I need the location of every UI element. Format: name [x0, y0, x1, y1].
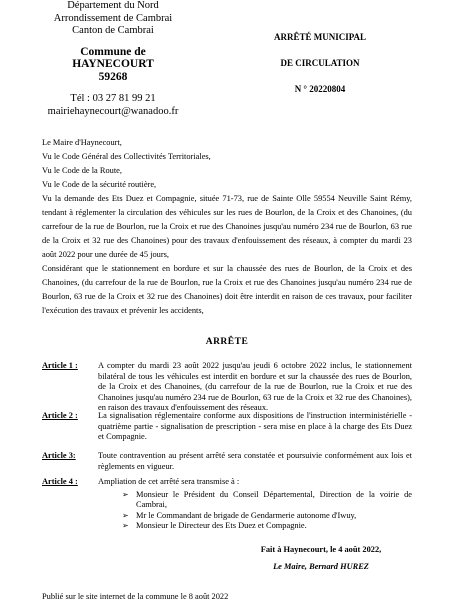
doc-subject: DE CIRCULATION [280, 58, 360, 68]
mayor-line: Le Maire d'Haynecourt, [42, 138, 122, 147]
article-3-label: Article 3: [42, 451, 76, 460]
commune-label: Commune de [80, 45, 146, 58]
recipient-item: ➢ Mr le Commandant de brigade de Gendarmerie autonome d'Iwuy, [122, 510, 357, 520]
article-1-text: A compter du mardi 23 août 2022 jusqu'au jeudi 6 octobre 2022 inclus, le stationnement bilatéral de tous les véhicules est interdit en bordure et sur la chaussée des rues de Bourlon, de la Croix et des Chanoines, (du carrefour de la rue de Bourlon, rue la Croix et rue des Chanoines jusqu'au numéro 234 rue de Bourlon, 63 rue de la Croix et 32 rue des Chanoines), en raison des travaux d'enfouissement des réseaux. [98, 361, 412, 413]
vu-code-route: Vu le Code de la Route, [42, 166, 122, 175]
arrondissement: Arrondissement de Cambrai [53, 12, 173, 24]
article-4-text [98, 477, 412, 532]
article-4-label: Article 4 : [42, 477, 78, 486]
arrow-bullet-icon: ➢ [122, 489, 129, 499]
doc-number: N ° 20220804 [294, 84, 346, 94]
article-3-text: Toute contravention au présent arrêté sera constatée et poursuivie conformément aux lois et règlements en vigueur. [98, 451, 412, 471]
doc-type: ARRÊTÉ MUNICIPAL [273, 32, 367, 42]
canton: Canton de Cambrai [72, 25, 154, 36]
mayor-signature: Le Maire, Bernard HUREZ [273, 562, 369, 571]
issuer-block [20, 0, 206, 118]
arrow-bullet-icon: ➢ [122, 510, 129, 520]
article-1-label: Article 1 : [42, 361, 78, 370]
arrete-title: ARRÊTE [205, 337, 249, 347]
recipient-item: ➢ Monsieur le Directeur des Ets Duez et Compagnie. [122, 521, 307, 531]
signature-block [230, 541, 412, 575]
arrow-bullet-icon: ➢ [122, 521, 129, 531]
vu-demande: Vu la demande des Ets Duez et Compagnie, située 71-73, rue de Sainte Olle 59554 Neuville Saint Rémy, tendant à réglementer la circulation des véhicules sur les rues de Bourlon, de la Croix et des Chanoines, (du carrefour de la rue de Bourlon, rue la Croix et rue des Chanoines jusqu'au numéro 234 rue de Bourlon, 63 rue de la Croix et 32 rue des Chanoines) pour des travaux d'enfouissement des réseaux, à compter du mardi 23 août 2022 pour une durée de 45 jours, [42, 194, 412, 259]
vu-code-securite: Vu le Code de la sécurité routière, [42, 180, 157, 189]
vu-cgct: Vu le Code Général des Collectivités Territoriales, [42, 152, 211, 161]
phone: Tél : 03 27 81 99 21 [70, 93, 156, 104]
preamble [42, 136, 412, 318]
postcode: 59268 [98, 70, 128, 83]
place-date: Fait à Haynecourt, le 4 août 2022, [260, 545, 382, 554]
article-4-intro: Ampliation de cet arrêté sera transmise à : [98, 477, 240, 486]
email: mairiehaynecourt@wanadoo.fr [47, 105, 179, 117]
article-2-text: La signalisation réglementaire conforme aux dispositions de l'instruction interministérielle - quatrième partie - signalisation de prescription - sera mise en place à la charge des Ets Duez et Compagnie. [98, 411, 412, 442]
recipient-list [98, 490, 412, 532]
article-2-label: Article 2 : [42, 411, 78, 420]
recipient-item: ➢ Monsieur le Président du Conseil Départemental, Direction de la voirie de Cambrai, [122, 489, 412, 510]
department: Département du Nord [67, 0, 159, 11]
publication-note: Publié sur le site internet de la commune le 8 août 2022 [42, 592, 229, 601]
considerant: Considérant que le stationnement en bordure et sur la chaussée des rues de Bourlon, de la Croix et des Chanoines, (du carrefour de la rue de Bourlon, rue la Croix et rue des Chanoines jusqu'au numéro 234 rue de Bourlon, 63 rue de la Croix et 32 rue des Chanoines) doit être interdit en raison de ces travaux, pour faciliter l'exécution des travaux et prévenir les accidents, [42, 264, 412, 315]
commune-name: HAYNECOURT [72, 58, 154, 70]
